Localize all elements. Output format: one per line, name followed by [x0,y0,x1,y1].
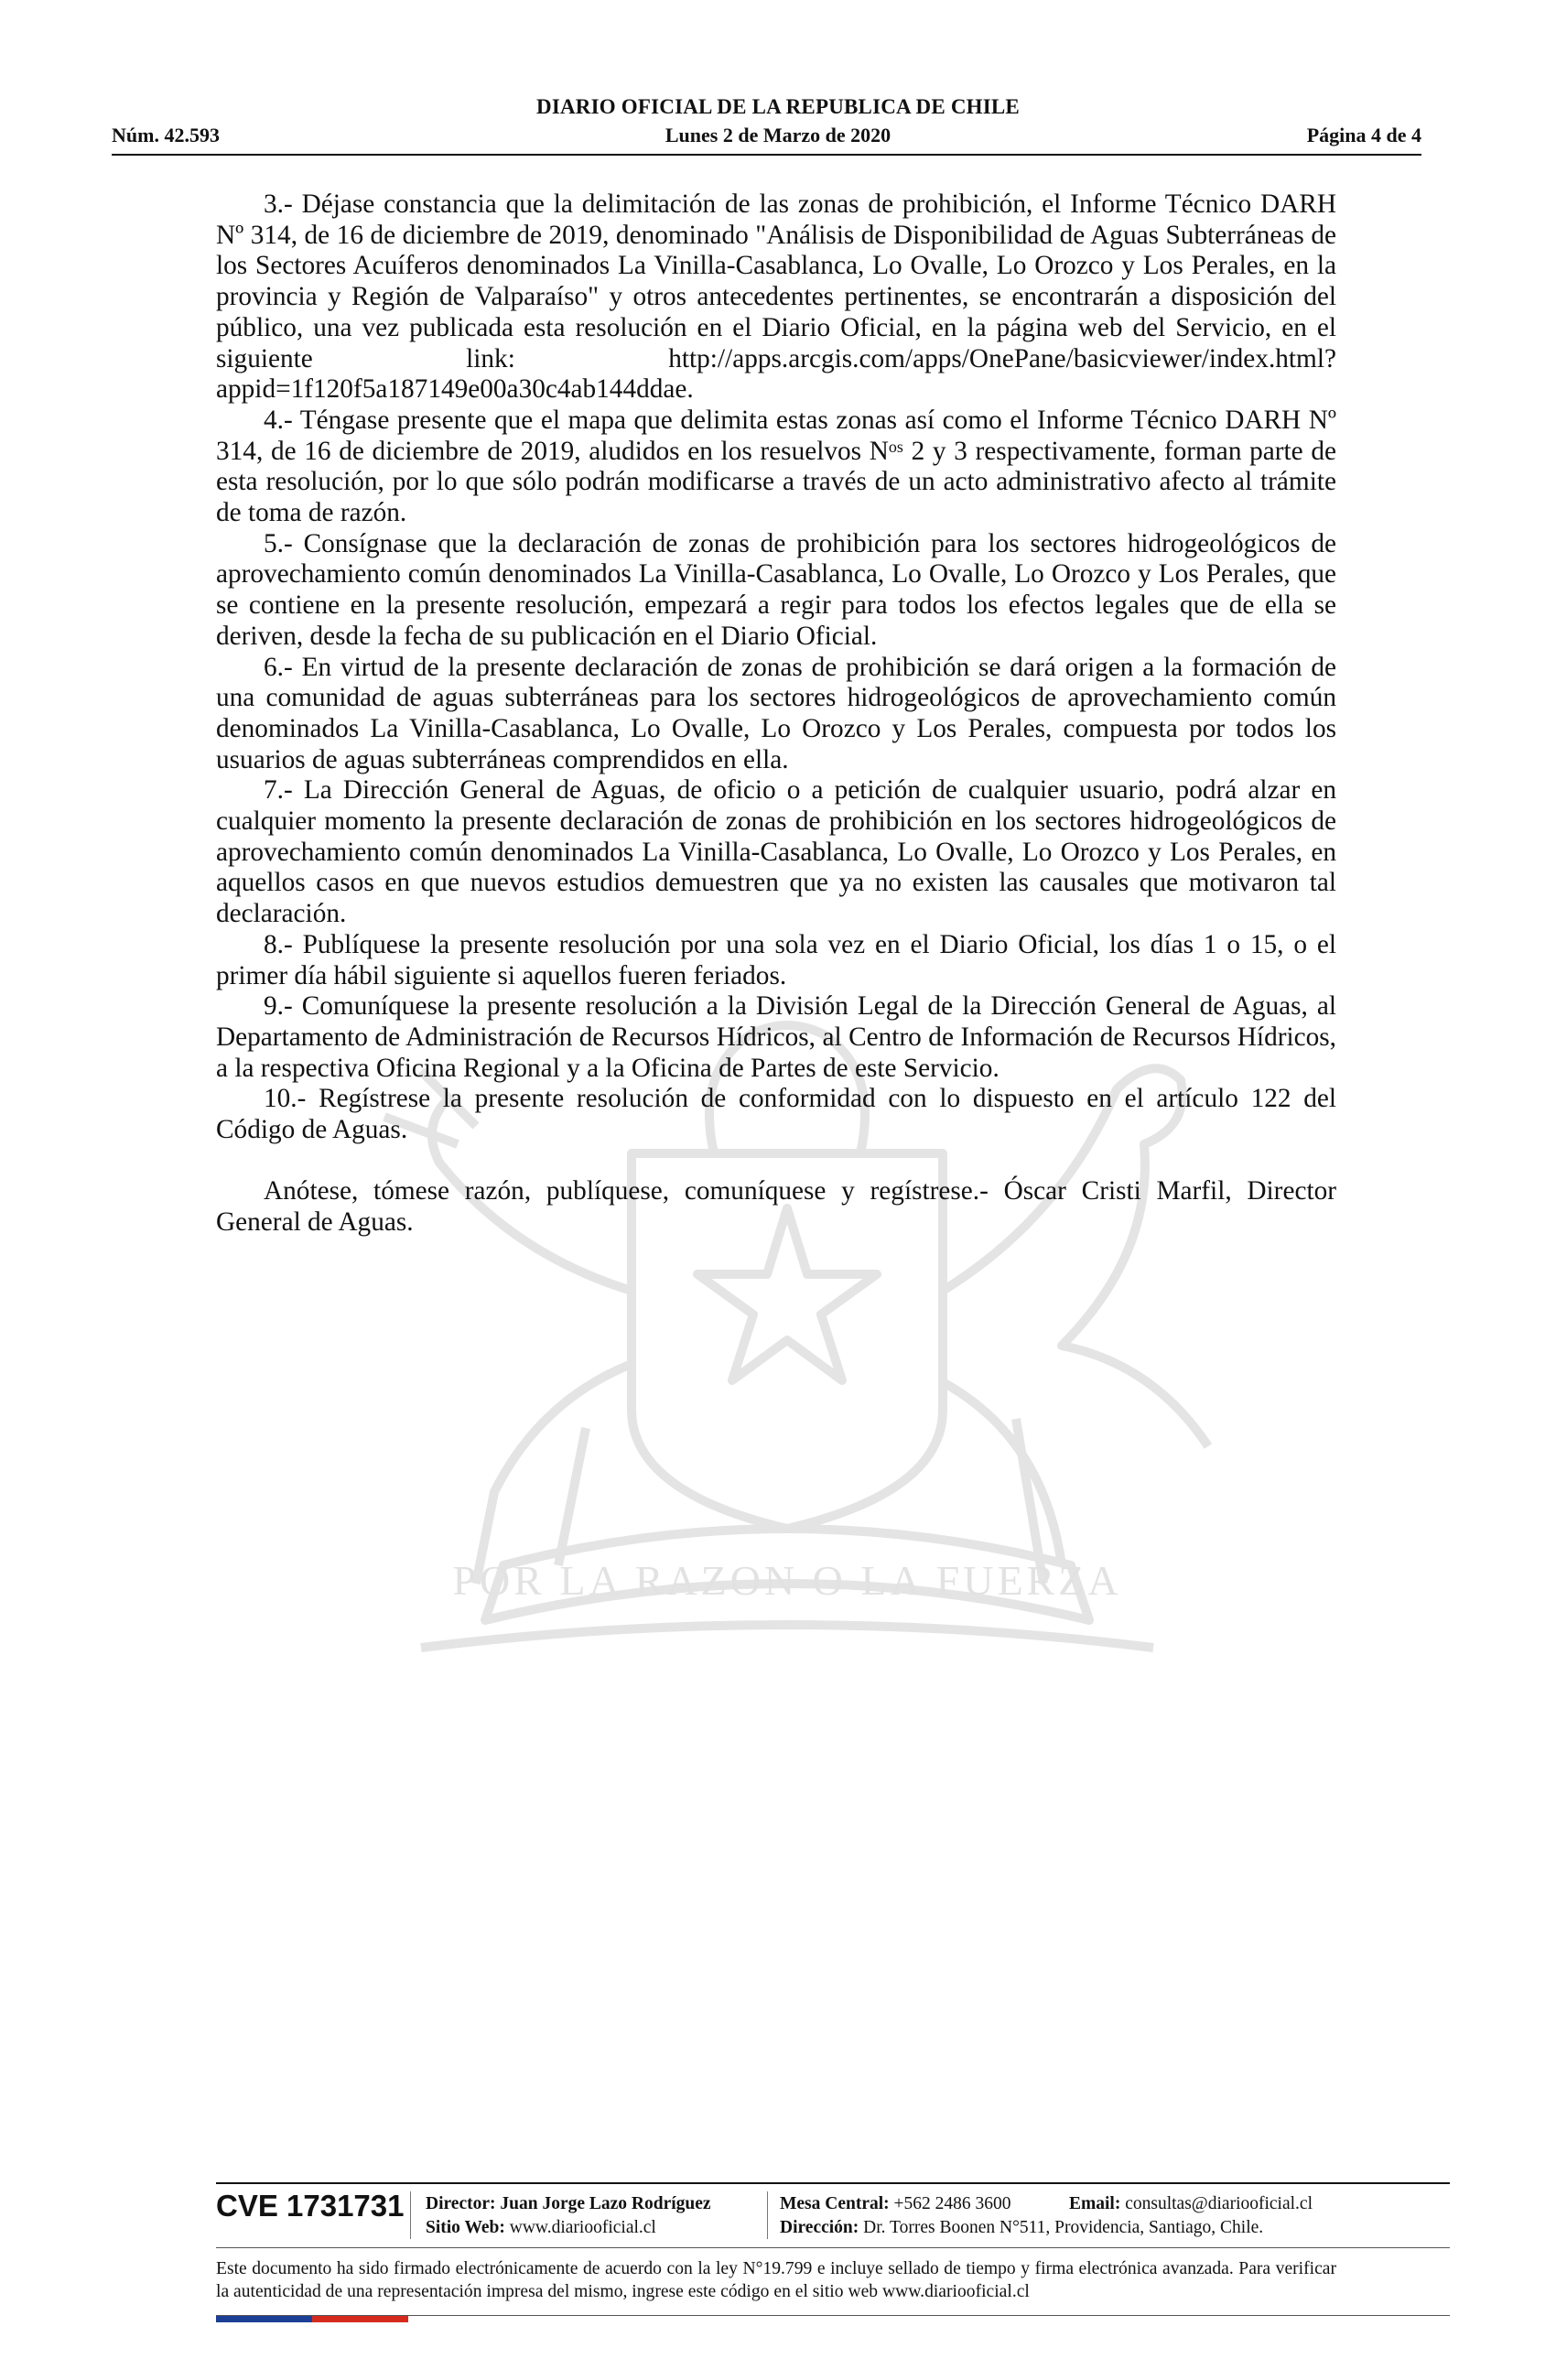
director-label: Director: [426,2194,496,2213]
paragraph-3: 3.- Déjase constancia que la delimitación de las zonas de prohibición, el Informe Técnico DARH Nº 314, de 16 de diciembre de 2019, denominado "Análisis de Disponibilidad de Aguas Subterráneas de los Sectores Acuíferos denominados La Vinilla-Casablanca, Lo Ovalle, Lo Orozco y Los Perales, en la provincia y Región de Valparaíso" y otros antecedentes pertinentes, se encontrarán a disposición del público, una vez publicada esta resolución en el Diario Oficial, en la página web del Servicio, en el siguiente link: http://apps.arcgis.com/apps/OnePane/basicviewer/index.html?appid=1f120f5a187149e00a30c4ab144ddae. [216,189,1336,405]
paragraph-4-superscript: os [888,437,903,456]
director-name: Juan Jorge Lazo Rodríguez [500,2194,711,2213]
flag-blue-segment [216,2316,312,2322]
issue-date: Lunes 2 de Marzo de 2020 [665,124,891,146]
paragraph-4-part1: 4.- Téngase presente que el mapa que delimita estas zonas así como el Informe Técnico DARH Nº 314, de 16 de diciembre de 2019, aludidos en los resuelvos N [216,405,1336,466]
newspaper-title: DIARIO OFICIAL DE LA REPUBLICA DE CHILE [536,95,1020,118]
base-ornament [421,1625,1153,1648]
footer-email-block [1069,2192,1313,2216]
footer-divider-middle [216,2247,1450,2248]
closing-signature: Anótese, tómese razón, publíquese, comuníquese y regístrese.- Óscar Cristi Marfil, Director General de Aguas. [216,1176,1336,1238]
footer-director-block [426,2192,711,2240]
motto-text: POR LA RAZON O LA FUERZA [452,1557,1122,1604]
paragraph-4 [216,406,1336,529]
paragraph-5: 5.- Consígnase que la declaración de zonas de prohibición para los sectores hidrogeológicos de aprovechamiento común denominados La Vinilla-Casablanca, Lo Ovalle, Lo Orozco y Los Perales, que se contiene en la presente resolución, empezará a regir para todos los efectos legales que de ella se deriven, desde la fecha de su publicación en el Diario Oficial. [216,528,1336,651]
flag-stripe [216,2316,408,2322]
footer-separator [410,2191,411,2239]
footer-separator [767,2191,768,2239]
header-divider [112,154,1421,156]
email-link[interactable]: consultas@diariooficial.cl [1125,2194,1313,2213]
email-label: Email: [1069,2194,1121,2213]
paragraph-8: 8.- Publíquese la presente resolución por una sola vez en el Diario Oficial, los días 1 o 15, o el primer día hábil siguiente si aquellos fueren feriados. [216,929,1336,990]
footer-divider-top [216,2182,1450,2184]
electronic-signature-note: Este documento ha sido firmado electrónicamente de acuerdo con la ley N°19.799 e incluye sellado de tiempo y firma electrónica avanzada. Para verificar la autenticidad de una representación impresa del mismo, ingrese este código en el sitio web www.diariooficial.cl [216,2259,1336,2301]
flag-red-segment [312,2316,408,2322]
website-link[interactable]: www.diariooficial.cl [509,2218,656,2237]
issue-number: Núm. 42.593 [112,124,220,146]
page-indicator: Página 4 de 4 [1306,124,1421,146]
paragraph-4-part2: 2 y 3 respectivamente, forman parte de esta resolución, por lo que sólo podrán modificarse a través de un acto administrativo afecto al trámite de toma de razón. [216,436,1337,528]
paragraph-9: 9.- Comuníquese la presente resolución a la División Legal de la Dirección General de Aguas, al Departamento de Administración de Recursos Hídricos, al Centro de Información de Recursos Hídricos, a la respectiva Oficina Regional y a la Oficina de Partes de este Servicio. [216,991,1336,1083]
phone-number: +562 2486 3600 [893,2194,1011,2213]
phone-label: Mesa Central: [780,2194,890,2213]
address-value: Dr. Torres Boonen N°511, Providencia, Santiago, Chile. [863,2218,1264,2237]
resolution-body [216,189,1336,1239]
paragraph-7: 7.- La Dirección General de Aguas, de oficio o a petición de cualquier usuario, podrá alzar en cualquier momento la presente declaración de zonas de prohibición en los sectores hidrogeológicos de aprovechamiento común denominados La Vinilla-Casablanca, Lo Ovalle, Lo Orozco y Los Perales, en aquellos casos en que nuevos estudios demuestren que ya no existen las causales que motivaron tal declaración. [216,775,1336,929]
website-label: Sitio Web: [426,2218,505,2237]
paragraph-10: 10.- Regístrese la presente resolución de conformidad con lo dispuesto en el artículo 122 del Código de Aguas. [216,1084,1336,1145]
paragraph-6: 6.- En virtud de la presente declaración de zonas de prohibición se dará origen a la formación de una comunidad de aguas subterráneas para los sectores hidrogeológicos de aprovechamiento común denominados La Vinilla-Casablanca, Lo Ovalle, Lo Orozco y Los Perales, compuesta por todos los usuarios de aguas subterráneas comprendidos en ella. [216,652,1336,774]
cve-code: CVE 1731731 [216,2189,405,2223]
address-label: Dirección: [780,2218,859,2237]
